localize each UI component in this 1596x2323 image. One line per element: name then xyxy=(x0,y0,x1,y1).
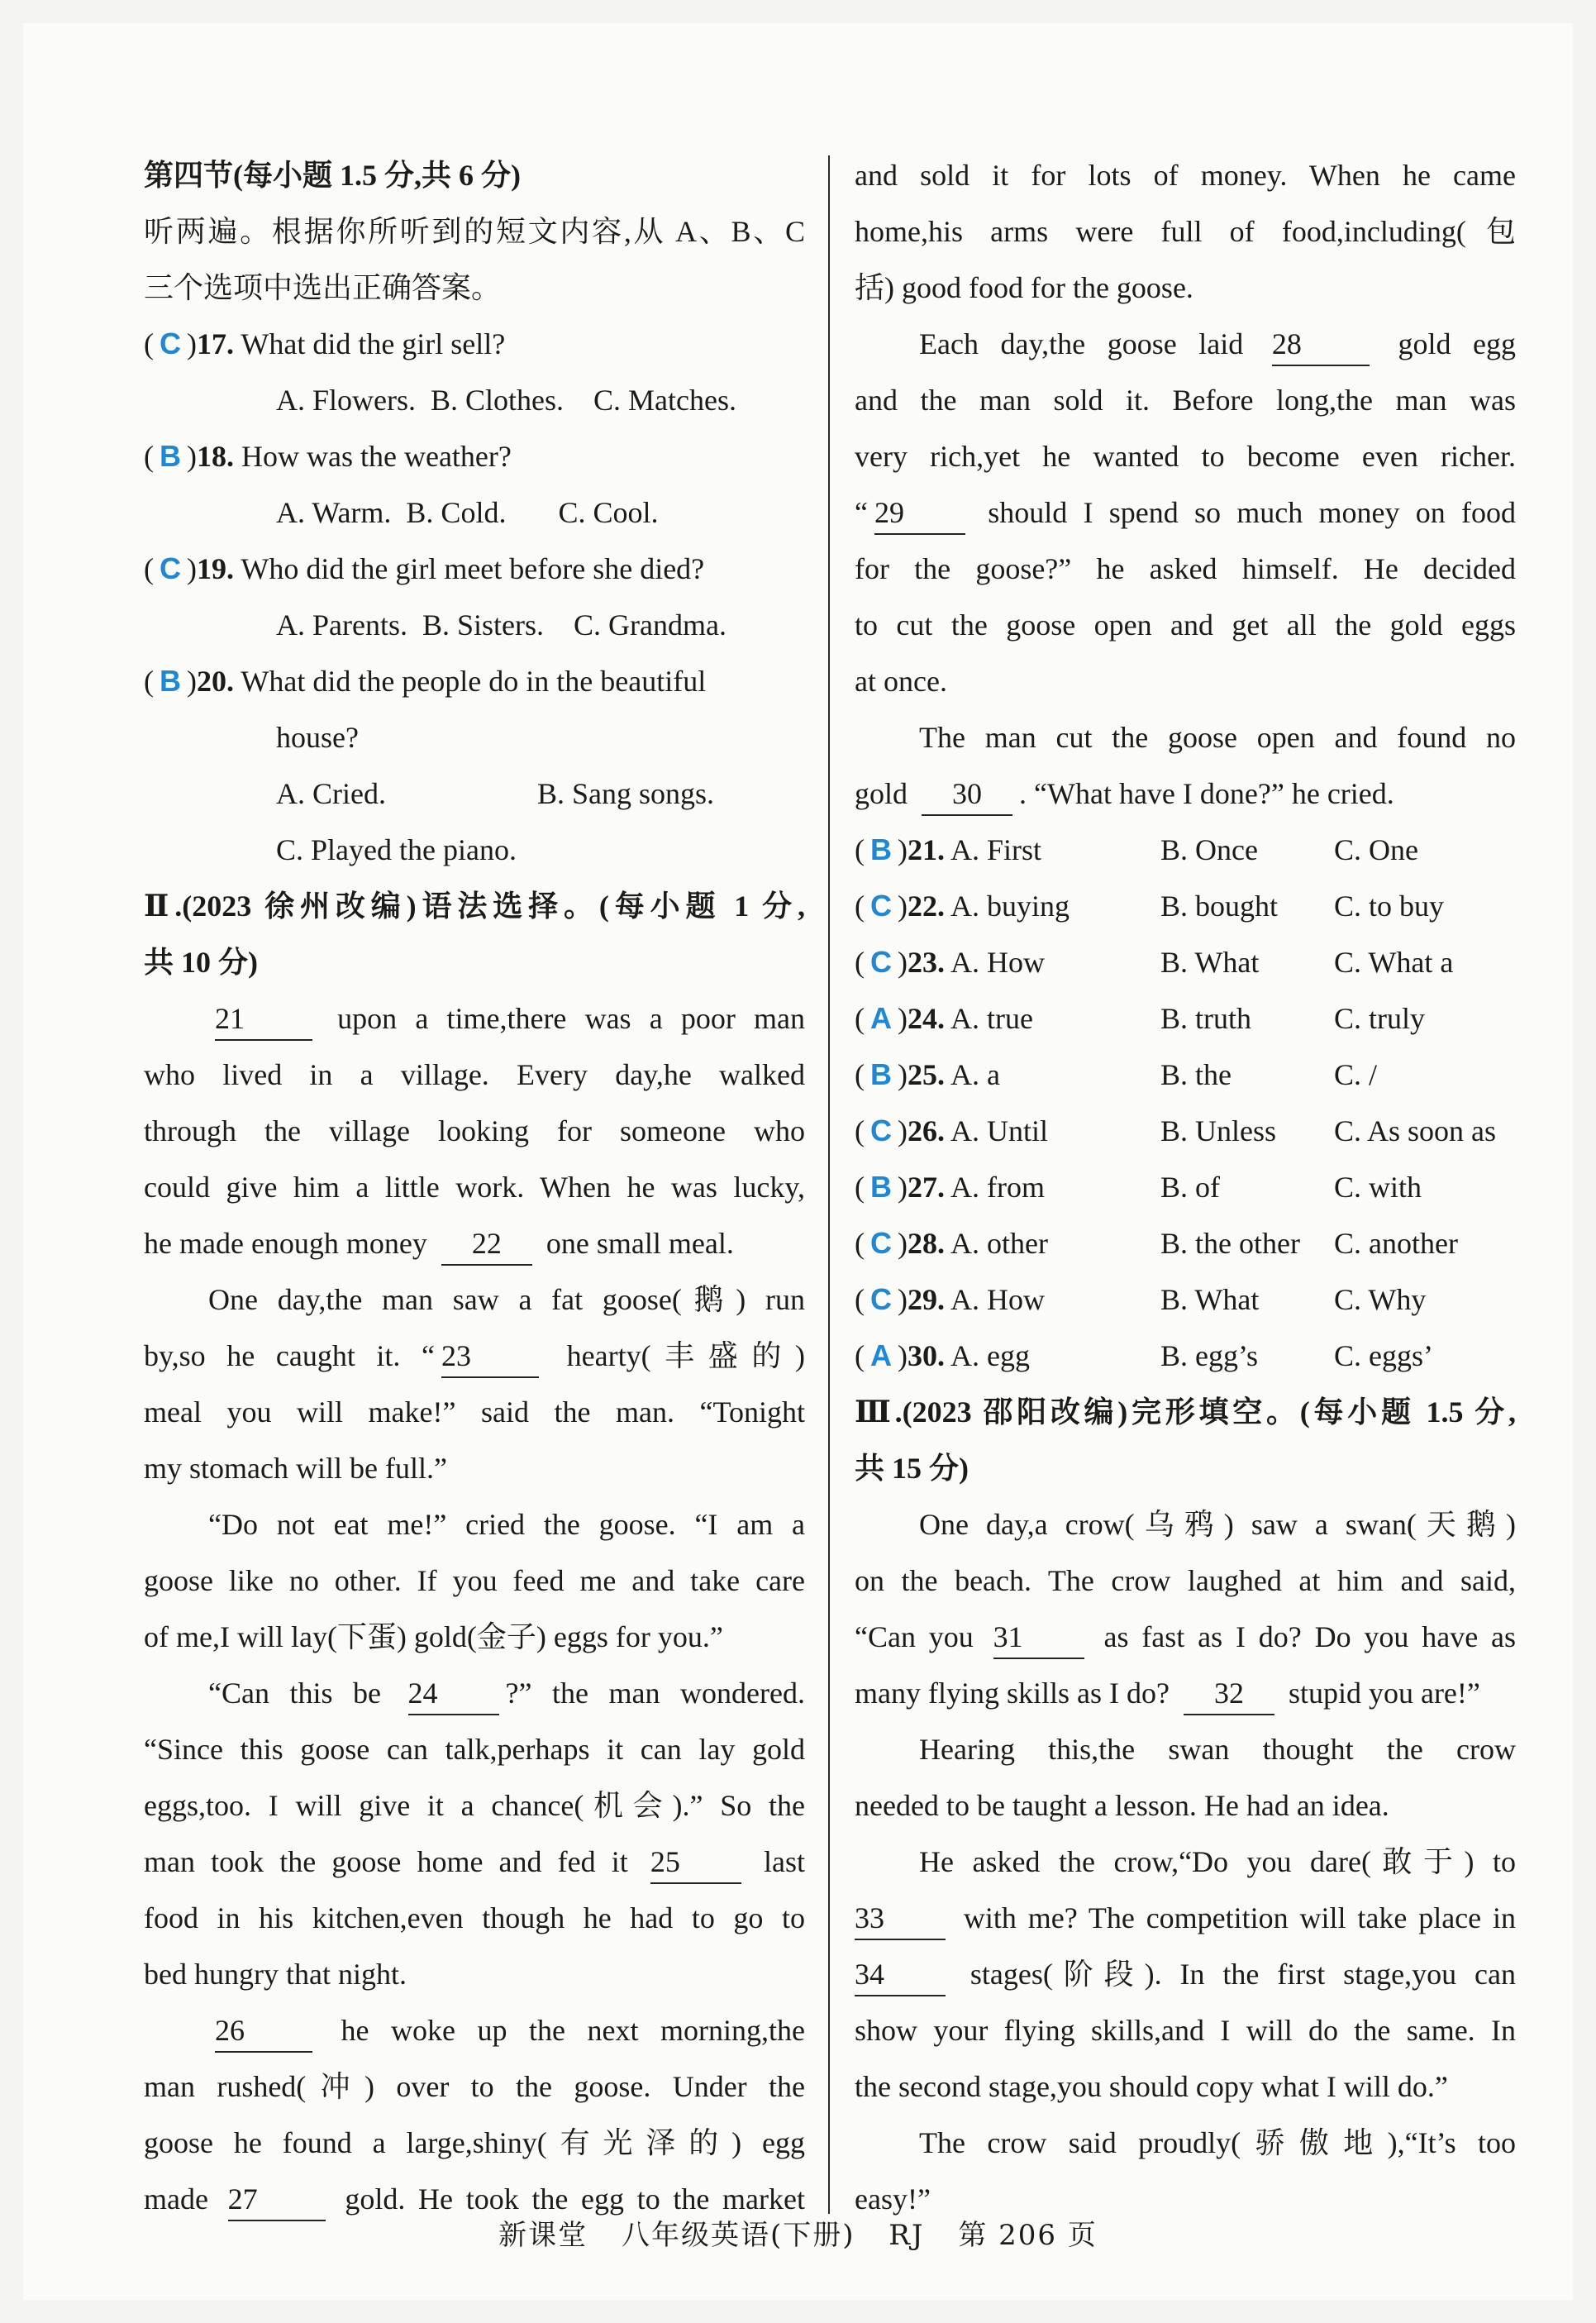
passage-line: He asked the crow,“Do you dare(敢于) to xyxy=(919,1845,1516,1878)
blank-24: 24 xyxy=(408,1672,499,1715)
page xyxy=(23,23,1573,2300)
passage-line: made 27 gold. He took the egg to the market xyxy=(144,2171,805,2227)
question-20-option-c: C. Played the piano. xyxy=(276,833,517,866)
passage-line: “Do not eat me!” cried the goose. “I am a xyxy=(208,1508,805,1541)
edition: RJ xyxy=(889,2219,925,2252)
passage-line: Each day,the goose laid 28 gold egg xyxy=(855,316,1516,372)
passage-line: meal you will make!” said the man. “Tonight xyxy=(144,1395,805,1429)
passage-line: The crow said proudly(骄傲地),“It’s too xyxy=(919,2126,1516,2159)
section-4-instruction: 听两遍。根据你所听到的短文内容,从 A、B、C xyxy=(144,215,805,248)
passage-line: 34 stages(阶段). In the first stage,you can xyxy=(855,1946,1516,2002)
passage-line: “Can you 31 as fast as I do? Do you have as xyxy=(855,1609,1516,1665)
answer-17: C xyxy=(160,327,181,360)
question-18: ( B )18. How was the weather? xyxy=(144,428,805,484)
passage-line: One day,a crow(乌鸦) saw a swan(天鹅) xyxy=(919,1508,1516,1541)
right-column xyxy=(855,147,1516,2227)
blank-34: 34 xyxy=(855,1953,946,1996)
section-3-title-2: 共 15 分) xyxy=(855,1452,969,1485)
book-title: 新课堂 xyxy=(498,2219,588,2252)
passage-line: could give him a little work. When he was lucky, xyxy=(144,1171,805,1204)
passage-line: The man cut the goose open and found no xyxy=(919,721,1516,754)
passage-line: through the village looking for someone who xyxy=(144,1114,805,1147)
section-4-instruction-2: 三个选项中选出正确答案。 xyxy=(144,271,502,304)
blank-27: 27 xyxy=(228,2178,326,2221)
section-3-title: Ⅲ.(2023 邵阳改编)完形填空。(每小题 1.5 分, xyxy=(855,1395,1516,1429)
blank-29: 29 xyxy=(874,492,965,535)
blank-23: 23 xyxy=(441,1335,539,1378)
passage-line: 21 upon a time,there was a poor man xyxy=(144,990,805,1047)
answer-19: C xyxy=(160,551,181,585)
mc-question-26: ( C )26. A. Until B. Unless C. As soon as xyxy=(855,1114,1497,1147)
mc-question-21: ( B )21. A. First B. Once C. One xyxy=(855,832,1418,866)
answer-18: B xyxy=(160,439,181,473)
passage-line: bed hungry that night. xyxy=(144,1958,407,1991)
passage-line: “Can this be 24 ?” the man wondered. xyxy=(144,1665,805,1721)
question-19-options: A. Parents. B. Sisters. C. Grandma. xyxy=(276,608,727,642)
passage-line: of me,I will lay(下蛋) gold(金子) eggs for you.” xyxy=(144,1620,723,1653)
passage-line: and sold it for lots of money. When he came xyxy=(855,159,1516,192)
passage-line: for the goose?” he asked himself. He decided xyxy=(855,552,1516,585)
passage-line: 括) good food for the goose. xyxy=(855,271,1193,304)
mc-question-25: ( B )25. A. a B. the C. / xyxy=(855,1057,1378,1091)
passage-line: goose like no other. If you feed me and take care xyxy=(144,1564,805,1597)
blank-33: 33 xyxy=(855,1897,946,1940)
left-column xyxy=(144,147,805,2227)
passage-line: 33 with me? The competition will take place in xyxy=(855,1890,1516,1946)
passage-line: home,his arms were full of food,including(包 xyxy=(855,215,1516,248)
passage-line: show your flying skills,and I will do the same. In xyxy=(855,2014,1516,2047)
mc-question-29: ( C )29. A. How B. What C. Why xyxy=(855,1282,1427,1316)
passage-line: Hearing this,the swan thought the crow xyxy=(919,1733,1516,1766)
passage-line: “Since this goose can talk,perhaps it can lay gold xyxy=(144,1733,805,1766)
passage-line: man took the goose home and fed it 25 last xyxy=(144,1834,805,1890)
passage-line: needed to be taught a lesson. He had an idea. xyxy=(855,1789,1389,1822)
mc-question-30: ( A )30. A. egg B. egg’s C. eggs’ xyxy=(855,1338,1433,1372)
passage-line: to cut the goose open and get all the gold eggs xyxy=(855,608,1516,642)
section-4-title: 第四节(每小题 1.5 分,共 6 分) xyxy=(144,159,521,192)
passage-line: “ 29 should I spend so much money on food xyxy=(855,484,1516,541)
section-2-title: Ⅱ.(2023 徐州改编)语法选择。(每小题 1 分, xyxy=(144,890,805,923)
mc-list xyxy=(855,822,1516,1384)
passage-line: eggs,too. I will give it a chance(机会).” So the xyxy=(144,1789,805,1822)
blank-25: 25 xyxy=(650,1841,741,1884)
blank-31: 31 xyxy=(993,1616,1084,1659)
mc-question-24: ( A )24. A. true B. truth C. truly xyxy=(855,1001,1426,1035)
question-17-options: A. Flowers. B. Clothes. C. Matches. xyxy=(276,384,736,417)
page-footer xyxy=(0,2212,1596,2253)
passage-line: 26 he woke up the next morning,the xyxy=(144,2002,805,2058)
passage-line: many flying skills as I do? 32 stupid you are!” xyxy=(855,1665,1516,1721)
question-19: ( C )19. Who did the girl meet before she died? xyxy=(144,541,805,597)
mc-question-23: ( C )23. A. How B. What C. What a xyxy=(855,945,1454,979)
blank-21: 21 xyxy=(215,998,312,1041)
passage-line: man rushed(冲) over to the goose. Under the xyxy=(144,2070,805,2103)
passage-line: on the beach. The crow laughed at him and said, xyxy=(855,1564,1516,1597)
blank-22: 22 xyxy=(441,1223,532,1266)
passage-line: my stomach will be full.” xyxy=(144,1452,447,1485)
passage-line: food in his kitchen,even though he had to go to xyxy=(144,1901,805,1934)
passage-line: easy!” xyxy=(855,2182,931,2216)
passage-line: One day,the man saw a fat goose(鹅) run xyxy=(208,1283,805,1316)
passage-line: and the man sold it. Before long,the man was xyxy=(855,384,1516,417)
section-2-title-2: 共 10 分) xyxy=(144,946,258,979)
page-number: 第 206 页 xyxy=(958,2219,1098,2252)
passage-line: at once. xyxy=(855,665,947,698)
question-17: ( C )17. What did the girl sell? xyxy=(144,316,805,372)
passage-line: goose he found a large,shiny(有光泽的) egg xyxy=(144,2126,805,2159)
question-20-options: A. Cried. B. Sang songs. xyxy=(276,777,715,810)
passage-line: who lived in a village. Every day,he walked xyxy=(144,1058,805,1091)
passage-line: the second stage,you should copy what I will do.” xyxy=(855,2070,1448,2103)
grade-subject: 八年级英语(下册) xyxy=(621,2219,855,2252)
answer-20: B xyxy=(160,664,181,698)
mc-question-22: ( C )22. A. buying B. bought C. to buy xyxy=(855,889,1445,923)
passage-line: by,so he caught it. “ 23 hearty(丰盛的) xyxy=(144,1328,805,1384)
mc-question-27: ( B )27. A. from B. of C. with xyxy=(855,1170,1422,1204)
passage-line: gold 30 . “What have I done?” he cried. xyxy=(855,766,1516,822)
passage-line: he made enough money 22 one small meal. xyxy=(144,1215,805,1271)
question-20-stem-cont: house? xyxy=(276,721,359,754)
blank-26: 26 xyxy=(215,2010,312,2053)
question-20: ( B )20. What did the people do in the beautiful xyxy=(144,653,805,709)
passage-line: very rich,yet he wanted to become even richer. xyxy=(855,440,1516,473)
blank-28: 28 xyxy=(1272,323,1370,366)
column-divider xyxy=(828,155,830,2214)
blank-32: 32 xyxy=(1184,1672,1274,1715)
mc-question-28: ( C )28. A. other B. the other C. another xyxy=(855,1226,1458,1260)
blank-30: 30 xyxy=(922,773,1012,816)
question-18-options: A. Warm. B. Cold. C. Cool. xyxy=(276,496,659,529)
